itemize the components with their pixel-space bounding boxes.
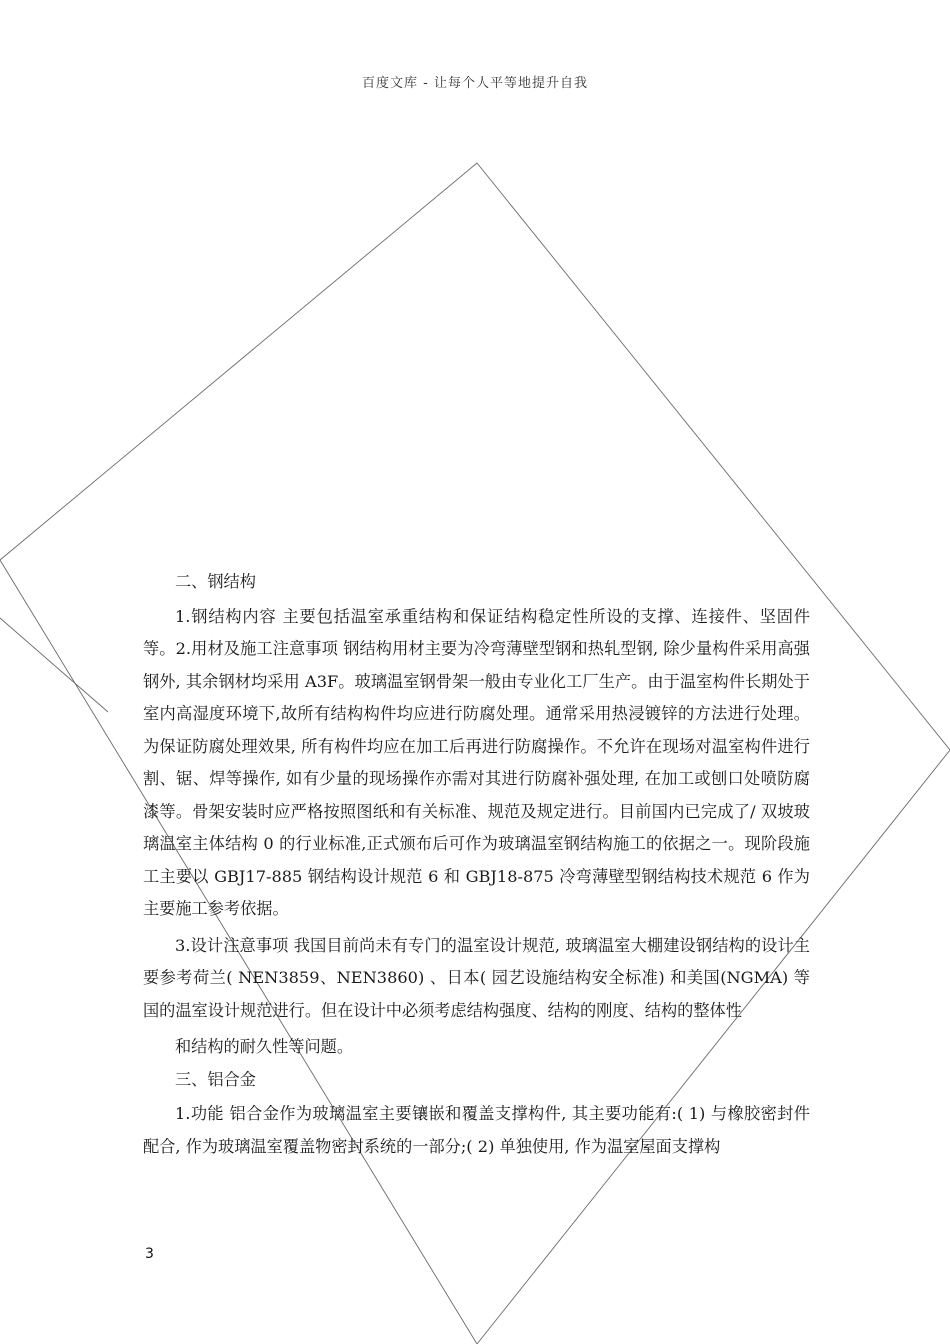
paragraph-aluminum-function: 1.功能 铝合金作为玻璃温室主要镶嵌和覆盖支撑构件, 其主要功能有:( 1) 与橡胶密封件配合, 作为玻璃温室覆盖物密封系统的一部分;( 2) 单独使用, 作为温室屋面支撑构 xyxy=(143,1104,810,1156)
section-heading-aluminum: 三、铝合金 xyxy=(175,1069,256,1089)
section-heading-steel: 二、钢结构 xyxy=(175,572,256,591)
paragraph-steel-design-continued: 和结构的耐久性等问题。 xyxy=(175,1037,354,1056)
page-header: 百度文库 - 让每个人平等地提升自我 xyxy=(362,76,588,91)
page-number: 3 xyxy=(145,1246,154,1262)
paragraph-steel-content: 1.钢结构内容 主要包括温室承重结构和保证结构稳定性所设的支撑、连接件、坚固件等。2.用材及施工注意事项 钢结构用材主要为冷弯薄壁型钢和热轧型钢, 除少量构件采用高强钢外, 其余钢材均采用 A3F。玻璃温室钢骨架一般由专业化工厂生产。由于温室构件长期处于室内高湿度环境下,故所有结构构件均应进行防腐处理。通常采用热浸镀锌的方法进行处理。为保证防腐处理效果, 所有构件均应在加工后再进行防腐操作。不允许在现场对温室构件进行割、锯、焊等操作, 如有少量的现场操作亦需对其进行防腐补强处理, 在加工或刨口处喷防腐漆等。骨架安装时应严格按照图纸和有关标准、规范及规定进行。目前国内已完成了/ 双坡玻璃温室主体结构 0 的行业标准,正式颁布后可作为玻璃温室钢结构施工的依据之一。现阶段施工主要以 GBJ17-885 钢结构设计规范 6 和 GBJ18-875 冷弯薄壁型钢结构技术规范 6 作为主要施工参考依据。 xyxy=(143,606,810,918)
paragraph-steel-design: 3.设计注意事项 我国目前尚未有专门的温室设计规范, 玻璃温室大棚建设钢结构的设计主要参考荷兰( NEN3859、NEN3860) 、日本( 园艺设施结构安全标准) 和美国(NGMA) 等国的温室设计规范进行。但在设计中必须考虑结构强度、结构的刚度、结构的整体性 xyxy=(143,935,810,1020)
document-body xyxy=(143,566,810,1167)
